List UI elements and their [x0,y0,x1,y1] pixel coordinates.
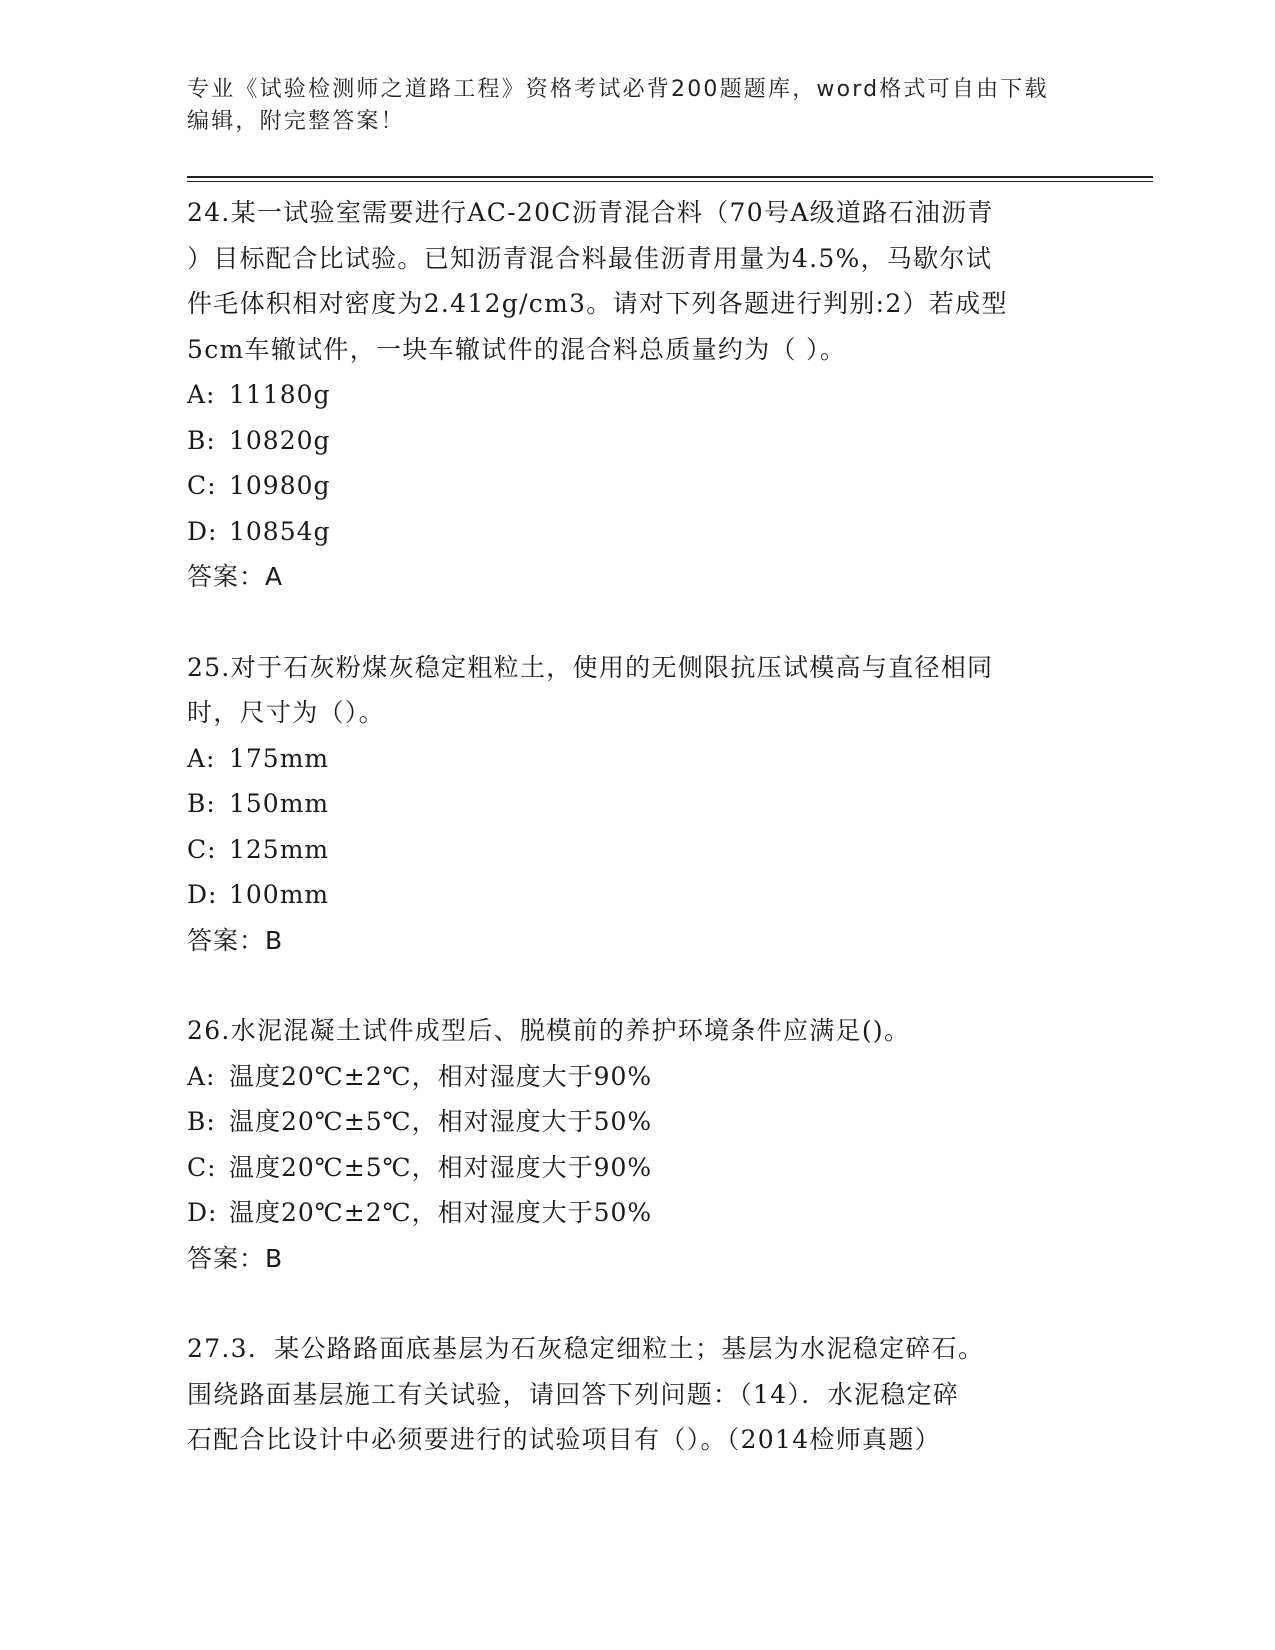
option-text: 150mm [229,789,330,818]
option-text: 100mm [229,880,330,909]
answer-option [187,1145,1087,1191]
question-stem-line: 24.某一试验室需要进行AC-20C沥青混合料（70号A级道路石油沥青 [187,198,994,227]
option-key: C: [187,1152,217,1182]
answer-option [187,418,1087,464]
answer-option [187,463,1087,509]
answer-option [187,509,1087,555]
option-text: 温度20℃±5℃，相对湿度大于50% [229,1107,653,1136]
option-text: 125mm [229,834,330,864]
option-key: D: [187,1198,218,1227]
option-key: B: [187,425,216,455]
answer-option [187,781,1087,827]
answer-option [187,736,1087,782]
header-divider-thin [187,181,1153,182]
option-key: D: [187,516,218,546]
question-block [187,1326,1087,1463]
header-line-2: 编辑，附完整答案！ [187,109,405,134]
question-stem-line: 石配合比设计中必须要进行的试验项目有（）。（2014检师真题） [187,1425,941,1454]
answer-option [187,1190,1087,1236]
question-stem-line: 5cm车辙试件，一块车辙试件的混合料总质量约为（ ）。 [187,334,847,364]
option-key: B: [187,789,216,818]
question-stem-line: ）目标配合比试验。已知沥青混合料最佳沥青用量为4.5%，马歇尔试 [187,243,993,273]
option-text: 10854g [229,516,331,546]
question-stem-line: 26.水泥混凝土试件成型后、脱模前的养护环境条件应满足()。 [187,1016,911,1045]
question-stem-line: 围绕路面基层施工有关试验，请回答下列问题：（14）．水泥稳定碎 [187,1379,960,1409]
question-block [187,1008,1087,1281]
option-text: 10980g [229,471,331,500]
option-key: D: [187,880,218,909]
document-header [187,74,1067,138]
option-text: 10820g [229,425,331,455]
answer-option [187,827,1087,873]
option-key: C: [187,834,217,864]
question-stem-line: 件毛体积相对密度为2.412g/cm3。请对下列各题进行判别:2）若成型 [187,289,1008,318]
option-key: A: [187,743,216,773]
question-spacer [187,600,1087,645]
option-text: 温度20℃±5℃，相对湿度大于90% [229,1152,653,1182]
answer-key: 答案：A [187,562,284,591]
answer-key: 答案：B [187,925,284,955]
answer-key: 答案：B [187,1243,284,1273]
question-stem-line: 27.3．某公路路面底基层为石灰稳定细粒土；基层为水泥稳定碎石。 [187,1334,985,1363]
answer-option [187,372,1087,418]
answer-option [187,1099,1087,1145]
question-spacer [187,1281,1087,1326]
answer-option [187,872,1087,918]
question-block [187,190,1087,600]
option-key: C: [187,471,217,500]
option-key: A: [187,1061,216,1091]
question-stem-line: 时，尺寸为（）。 [187,698,385,727]
option-key: A: [187,380,216,409]
question-list [187,190,1087,1463]
option-text: 温度20℃±2℃，相对湿度大于90% [229,1061,653,1091]
option-text: 温度20℃±2℃，相对湿度大于50% [229,1198,653,1227]
question-stem-line: 25.对于石灰粉煤灰稳定粗粒土，使用的无侧限抗压试模高与直径相同 [187,652,994,682]
question-block [187,645,1087,964]
header-line-1: 专业《试验检测师之道路工程》资格考试必背200题题库，word格式可自由下载 [187,77,1049,102]
answer-option [187,1054,1087,1100]
question-spacer [187,963,1087,1008]
option-key: B: [187,1107,216,1136]
header-divider-thick [187,176,1153,178]
option-text: 175mm [229,743,330,773]
option-text: 11180g [229,380,331,409]
